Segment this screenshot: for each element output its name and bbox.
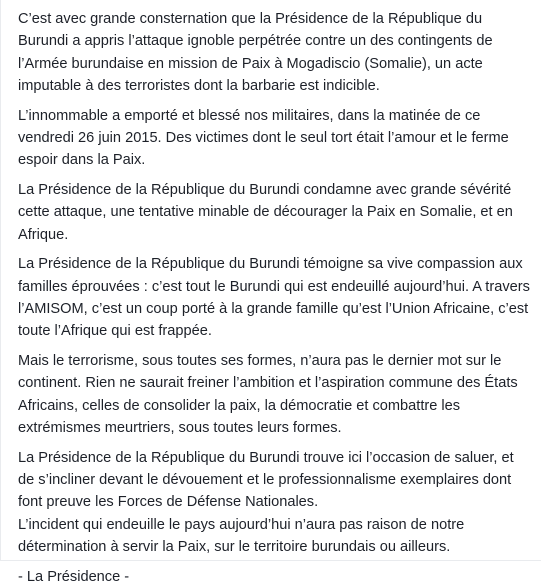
paragraph-6 bbox=[18, 447, 531, 558]
paragraph-4: La Présidence de la République du Burundi témoigne sa vive compassion aux familles éprouvées : c’est tout le Burundi qui est endeuillé aujourd’hui. A travers l’AMISOM, c’est un coup porté à la grande famille qu’est l’Union Africaine, c’est toute l’Afrique qui est frappée. bbox=[18, 256, 530, 340]
signature: - La Présidence - bbox=[18, 568, 130, 585]
paragraph-6-line-2: L’incident qui endeuille le pays aujourd’hui n’aura pas raison de notre détermination à servir la Paix, sur le territoire burundais ou ailleurs. bbox=[18, 516, 465, 556]
paragraph-5: Mais le terrorisme, sous toutes ses formes, n’aura pas le dernier mot sur le continent. Rien ne saurait freiner l’ambition et l’aspiration commune des États Africains, celles de consolider la paix, la démocratie et combattre les extrémismes meurtriers, sous toutes leurs formes. bbox=[18, 353, 518, 437]
paragraph-2: L’innommable a emporté et blessé nos militaires, dans la matinée de ce vendredi 26 juin 2015. Des victimes dont le seul tort était l’amour et le ferme espoir dans la Paix. bbox=[18, 107, 509, 169]
paragraph-3: La Présidence de la République du Burundi condamne avec grande sévérité cette attaque, une tentative minable de décourager la Paix en Somalie, et en Afrique. bbox=[18, 182, 513, 243]
paragraph-1: C’est avec grande consternation que la Présidence de la République du Burundi a appris l’attaque ignoble perpétrée contre un des contingents de l’Armée burundaise en mission de Paix à Mogadiscio (Somalie), un acte imputable à des terroristes dont la barbarie est indicible. bbox=[18, 11, 493, 94]
paragraph-6-line-1: La Présidence de la République du Burundi trouve ici l’occasion de saluer, et de s’incliner devant le dévouement et le professionnalisme exemplaires dont font preuve les Forces de Défense Nationales. bbox=[18, 449, 514, 511]
